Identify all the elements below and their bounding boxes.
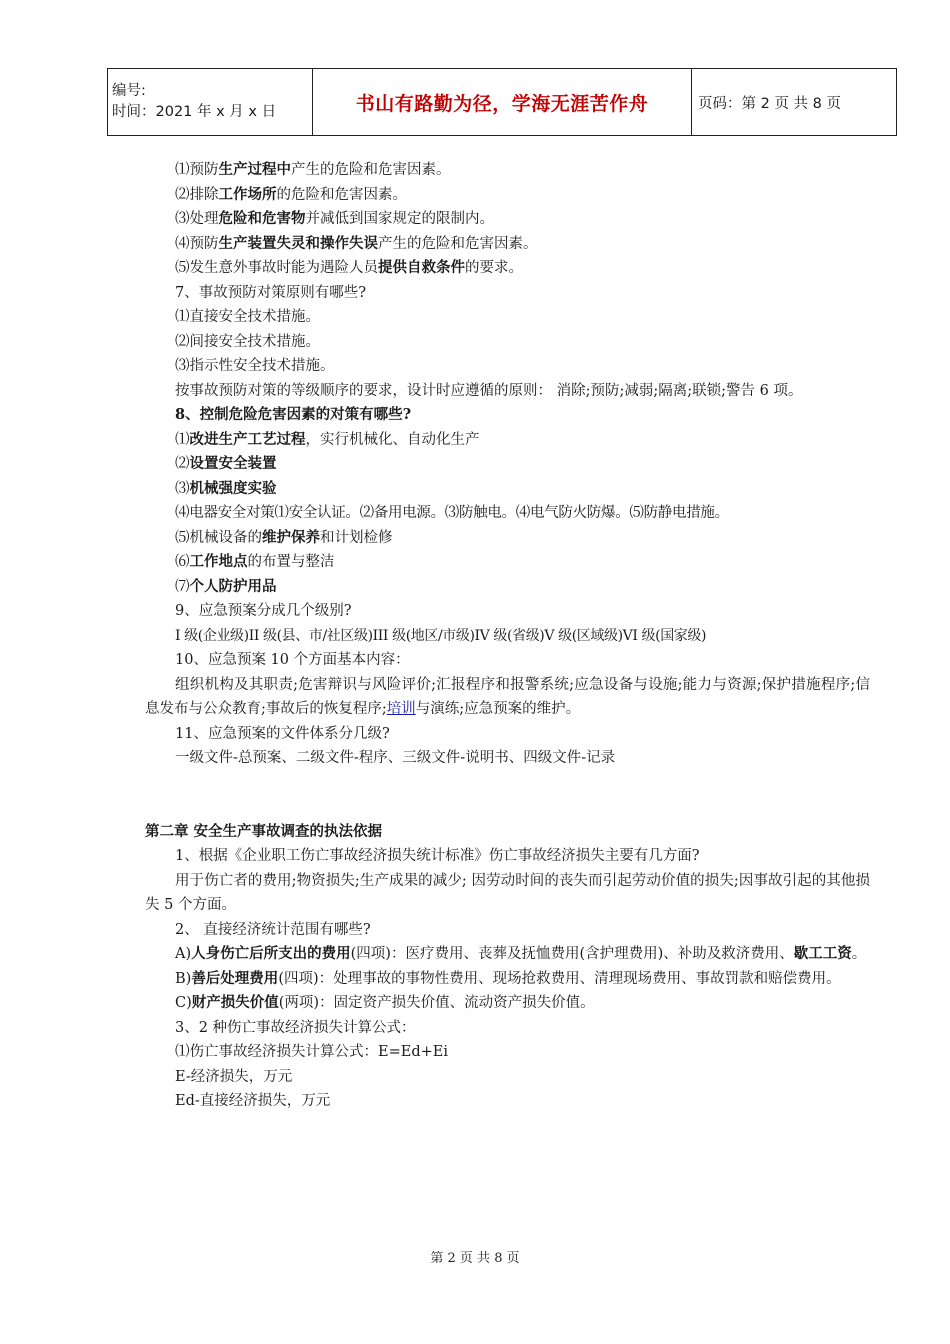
question-heading: 8、控制危险危害因素的对策有哪些? [175, 406, 412, 423]
training-link[interactable]: 培训 [386, 701, 416, 717]
paragraph: ⑴改进生产工艺过程，实行机械化、自动化生产 [175, 430, 480, 448]
question-heading: 3、2 种伤亡事故经济损失计算公式： [175, 1019, 416, 1036]
paragraph: ⑹工作地点的布置与整洁 [175, 553, 335, 570]
paragraph: ⑵间接安全技术措施。 [175, 333, 320, 350]
header-meta [108, 69, 313, 136]
paragraph: I 级(企业级)II 级(县、市/社区级)III 级(地区/市级)IV 级(省级)V 级(区域级)VI 级(国家级) [175, 627, 707, 644]
paragraph: 组织机构及其职责;危害辩识与风险评价;汇报程序和报警系统;应急设备与设施;能力与资源;保护措施程序;信息发布与公众教育;事故后的恢复程序;培训与演练;应急预案的维护。 [145, 676, 870, 717]
paragraph: ⑷电器安全对策⑴安全认证。⑵备用电源。⑶防触电。⑷电气防火防爆。⑸防静电措施。 [175, 505, 729, 521]
page-footer: 第 2 页 共 8 页 [430, 1251, 520, 1266]
paragraph: Ed-直接经济损失，万元 [175, 1093, 331, 1109]
paragraph: ⑸机械设备的维护保养和计划检修 [175, 528, 393, 546]
question-heading: 10、应急预案 10 个方面基本内容： [175, 652, 410, 668]
header-motto: 书山有路勤为径，学海无涯苦作舟 [313, 69, 692, 136]
paragraph: ⑶机械强度实验 [175, 479, 277, 497]
paragraph: 一级文件-总预案、二级文件-程序、三级文件-说明书、四级文件-记录 [175, 750, 616, 766]
paragraph: ⑵排除工作场所的危险和危害因素。 [175, 185, 407, 203]
paragraph: E-经济损失，万元 [175, 1068, 293, 1085]
question-heading: 9、应急预案分成几个级别? [175, 603, 352, 619]
paragraph: ⑵设置安全装置 [175, 455, 277, 472]
paragraph: 按事故预防对策的等级顺序的要求，设计时应遵循的原则： 消除;预防;减弱;隔离;联锁;警告 6 项。 [175, 382, 803, 399]
paragraph: ⑴伤亡事故经济损失计算公式：E=Ed+Ei [175, 1044, 448, 1060]
question-heading: 2、 直接经济统计范围有哪些? [175, 921, 371, 938]
paragraph: B)善后处理费用(四项)：处理事故的事物性费用、现场抢救费用、清理现场费用、事故罚款和赔偿费用。 [175, 969, 841, 987]
paragraph: ⑸发生意外事故时能为遇险人员提供自救条件的要求。 [175, 259, 523, 276]
paragraph: ⑶处理危险和危害物并减低到国家规定的限制内。 [175, 210, 494, 227]
header-page-number: 页码：第 2 页 共 8 页 [692, 69, 897, 136]
document-date: 时间：2021 年 x 月 x 日 [112, 104, 277, 120]
paragraph: 用于伤亡者的费用;物资损失;生产成果的减少; 因劳动时间的丧失而引起劳动价值的损失;因事故引起的其他损失 5 个方面。 [145, 872, 870, 913]
paragraph: ⑴直接安全技术措施。 [175, 309, 320, 325]
paragraph: ⑴预防生产过程中产生的危险和危害因素。 [175, 161, 451, 178]
document-number-label: 编号: [112, 83, 146, 99]
page-header [107, 68, 897, 136]
question-heading: 11、应急预案的文件体系分几级? [175, 725, 390, 742]
question-heading: 1、根据《企业职工伤亡事故经济损失统计标准》伤亡事故经济损失主要有几方面? [175, 848, 700, 864]
paragraph: C)财产损失价值(两项)：固定资产损失价值、流动资产损失价值。 [175, 994, 595, 1011]
chapter-title: 第二章 安全生产事故调查的执法依据 [145, 822, 383, 840]
document-body [145, 158, 870, 1114]
paragraph: ⑺个人防护用品 [175, 577, 277, 595]
question-heading: 7、事故预防对策原则有哪些? [175, 284, 366, 301]
paragraph: A)人身伤亡后所支出的费用(四项)：医疗费用、丧葬及抚恤费用(含护理费用)、补助及救济费用、歇工工资。 [175, 945, 867, 962]
paragraph: ⑶指示性安全技术措施。 [175, 358, 335, 374]
paragraph: ⑷预防生产装置失灵和操作失误产生的危险和危害因素。 [175, 234, 538, 252]
